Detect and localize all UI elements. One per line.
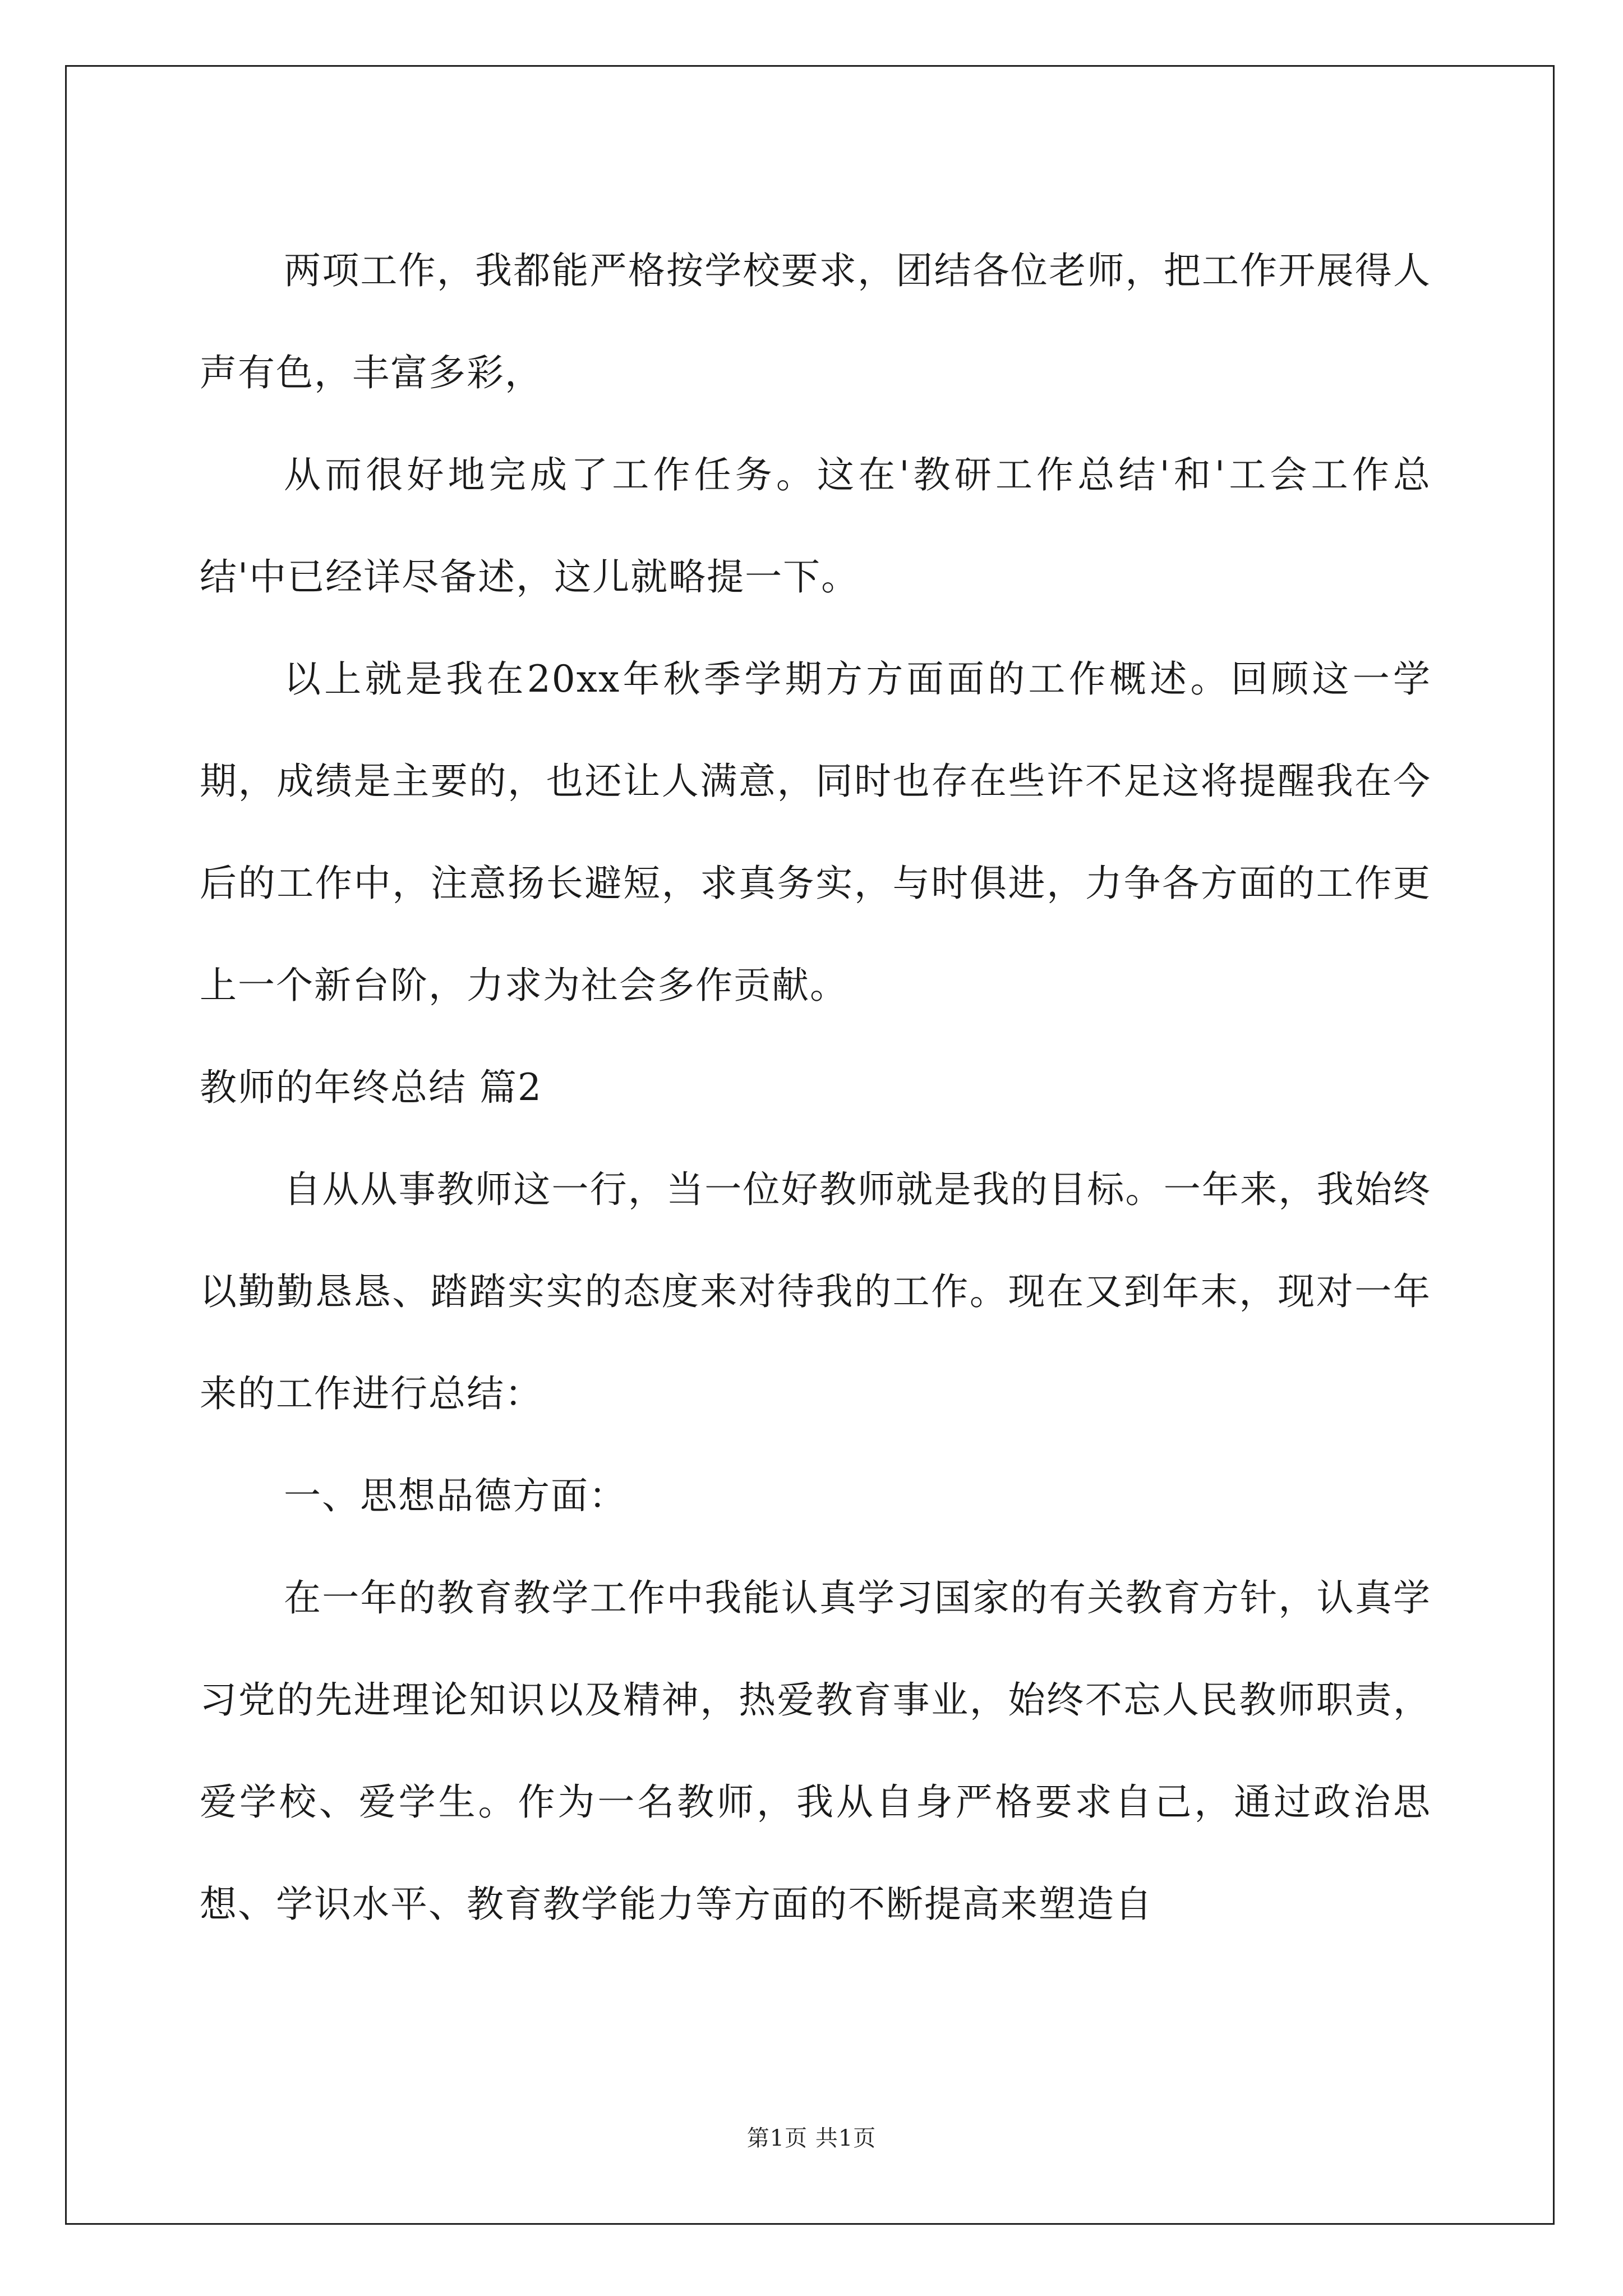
- paragraph: 以上就是我在20xx年秋季学期方方面面的工作概述。回顾这一学期，成绩是主要的，也还让人满意，同时也存在些许不足这将提醒我在今后的工作中，注意扬长避短，求真务实，与时俱进，力争各方面的工作更上一个新台阶，力求为社会多作贡献。: [200, 657, 1431, 1007]
- document-body: [200, 220, 1431, 1955]
- paragraph: 两项工作，我都能严格按学校要求，团结各位老师，把工作开展得人声有色，丰富多彩，: [200, 249, 1431, 394]
- paragraph: 自从从事教师这一行，当一位好教师就是我的目标。一年来，我始终以勤勤恳恳、踏踏实实的态度来对待我的工作。现在又到年末，现对一年来的工作进行总结：: [200, 1168, 1431, 1415]
- paragraph: 一、思想品德方面：: [284, 1474, 627, 1517]
- page-footer: 第1页 共1页: [746, 2125, 877, 2151]
- section-heading: 教师的年终总结 篇2: [200, 1066, 542, 1109]
- paragraph: 从而很好地完成了工作任务。这在'教研工作总结'和'工会工作总结'中已经详尽备述，这儿就略提一下。: [200, 453, 1431, 599]
- paragraph: 在一年的教育教学工作中我能认真学习国家的有关教育方针，认真学习党的先进理论知识以及精神，热爱教育事业，始终不忘人民教师职责，爱学校、爱学生。作为一名教师，我从自身严格要求自己，通过政治思想、学识水平、教育教学能力等方面的不断提高来塑造自: [200, 1576, 1431, 1926]
